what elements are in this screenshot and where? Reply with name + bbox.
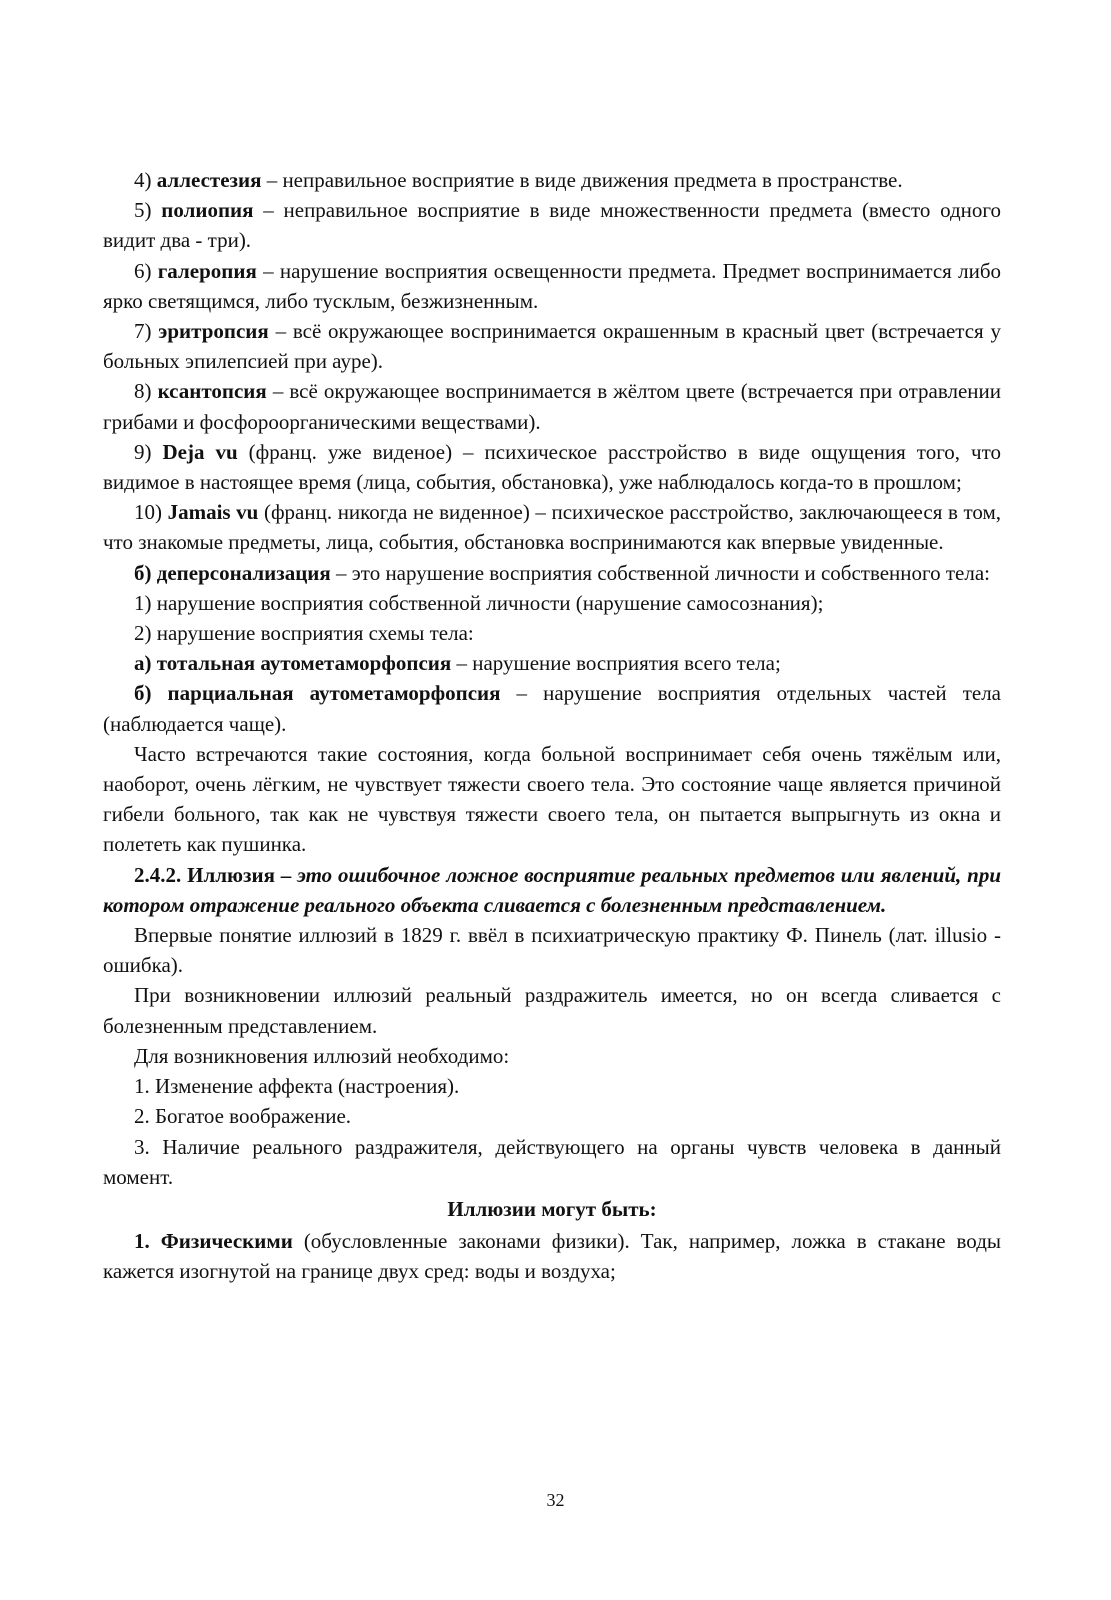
paragraph-text: – нарушение восприятия всего тела;: [451, 651, 781, 676]
paragraph-depersonalization: [103, 558, 1001, 588]
paragraph-jamais-vu: [103, 497, 1001, 557]
paragraph-poliopia: [103, 195, 1001, 255]
term: а) тотальная аутометаморфопсия: [134, 651, 452, 676]
paragraph-text: – неправильное восприятие в виде множественности предмета (вместо одного видит два - три).: [103, 198, 1002, 253]
item-number: 10): [134, 500, 168, 525]
term: ксантопсия: [157, 379, 267, 404]
term: 1. Физическими: [134, 1229, 293, 1254]
section-heading: 2.4.2. Иллюзия –: [134, 862, 298, 887]
paragraph-text: – неправильное восприятие в виде движения предмета в пространстве.: [261, 168, 903, 192]
item-number: 6): [134, 258, 158, 283]
subheading: Иллюзии могут быть:: [447, 1196, 657, 1221]
paragraph-text: (франц. уже виденое) – психическое расстройство в виде ощущения того, что видимое в настоящее время (лица, события, обстановка), уже наблюдалось когда-то в прошлом;: [103, 439, 1001, 495]
paragraph-allestesia: [103, 165, 1001, 195]
paragraph-states: [103, 739, 1001, 860]
paragraph-text: 1) нарушение восприятия собственной личности (нарушение самосознания);: [134, 590, 824, 615]
term: полиопия: [161, 198, 254, 223]
list-item: 2. Богатое воображение.: [134, 1104, 352, 1129]
paragraph-body-scheme: [103, 618, 1001, 648]
page-body: [103, 165, 1001, 1287]
term: эритропсия: [158, 319, 269, 344]
section-definition: это ошибочное ложное восприятие реальных предметов или явлений, при котором отражение реального объекта сливается с болезненным представлением.: [103, 862, 1001, 917]
paragraph-text: – нарушение восприятия отдельных частей тела (наблюдается чаще).: [103, 681, 1001, 736]
paragraph-text: (обусловленные законами физики). Так, например, ложка в стакане воды кажется изогнутой на границе двух сред: воды и воздуха;: [103, 1229, 1001, 1284]
paragraph-physical: [103, 1226, 1001, 1286]
term: аллестезия: [156, 168, 262, 192]
paragraph-text: – всё окружающее воспринимается в жёлтом цвете (встречается при отравлении грибами и фосфороорганическими веществами).: [103, 379, 1001, 434]
item-number: 9): [134, 439, 163, 464]
term: б) парциальная аутометаморфопсия: [134, 681, 501, 706]
item-number: 5): [134, 198, 162, 223]
paragraph-text: 2) нарушение восприятия схемы тела:: [134, 621, 474, 646]
paragraph-galeropia: [103, 256, 1001, 316]
paragraph-partial-autometamorphopsia: [103, 678, 1001, 738]
paragraph-deja-vu: [103, 437, 1001, 497]
item-number: 7): [134, 319, 159, 344]
term: б) деперсонализация: [134, 560, 331, 585]
paragraph-stimulus: При возникновении иллюзий реальный раздражитель имеется, но он всегда сливается с болезненным представлением.: [103, 983, 1001, 1038]
term: галеропия: [157, 258, 257, 283]
paragraph-text: – это нарушение восприятия собственной личности и собственного тела:: [330, 560, 991, 585]
item-number: 4): [134, 168, 157, 192]
section-illusion: [103, 860, 1001, 920]
paragraph-self-perception: [103, 588, 1001, 618]
list-item: 3. Наличие реального раздражителя, действующего на органы чувств человека в данный момент.: [103, 1134, 1001, 1189]
paragraph-history: Впервые понятие иллюзий в 1829 г. ввёл в психиатрическую практику Ф. Пинель (лат. illusio - ошибка).: [103, 923, 1001, 978]
paragraph-ksantopsia: [103, 376, 1001, 436]
paragraph-text: (франц. никогда не виденное) – психическое расстройство, заключающееся в том, что знакомые предметы, лица, события, обстановка воспринимаются как впервые увиденные.: [103, 500, 1002, 555]
term: Jamais vu: [167, 500, 259, 525]
paragraph-text: – нарушение восприятия освещенности предмета. Предмет воспринимается либо ярко светящимся, либо тусклым, безжизненным.: [103, 258, 1001, 313]
paragraph-conditions: Для возникновения иллюзий необходимо:: [134, 1043, 510, 1068]
list-item: 1. Изменение аффекта (настроения).: [134, 1074, 460, 1099]
paragraph-eritropsia: [103, 316, 1001, 376]
paragraph-text: – всё окружающее воспринимается окрашенным в красный цвет (встречается у больных эпилепсией при ауре).: [103, 319, 1001, 374]
paragraph-total-autometamorphopsia: [103, 648, 1001, 678]
paragraph-text: Часто встречаются такие состояния, когда больной воспринимает себя очень тяжёлым или, наоборот, очень лёгким, не чувствует тяжести своего тела. Это состояние чаще является причиной гибели больного, так как не чувствуя тяжести своего тела, он пытается выпрыгнуть из окна и полететь как пушинка.: [103, 741, 1001, 857]
term: Deja vu: [162, 439, 238, 464]
item-number: 8): [134, 379, 158, 404]
page-number: 32: [546, 1490, 565, 1510]
